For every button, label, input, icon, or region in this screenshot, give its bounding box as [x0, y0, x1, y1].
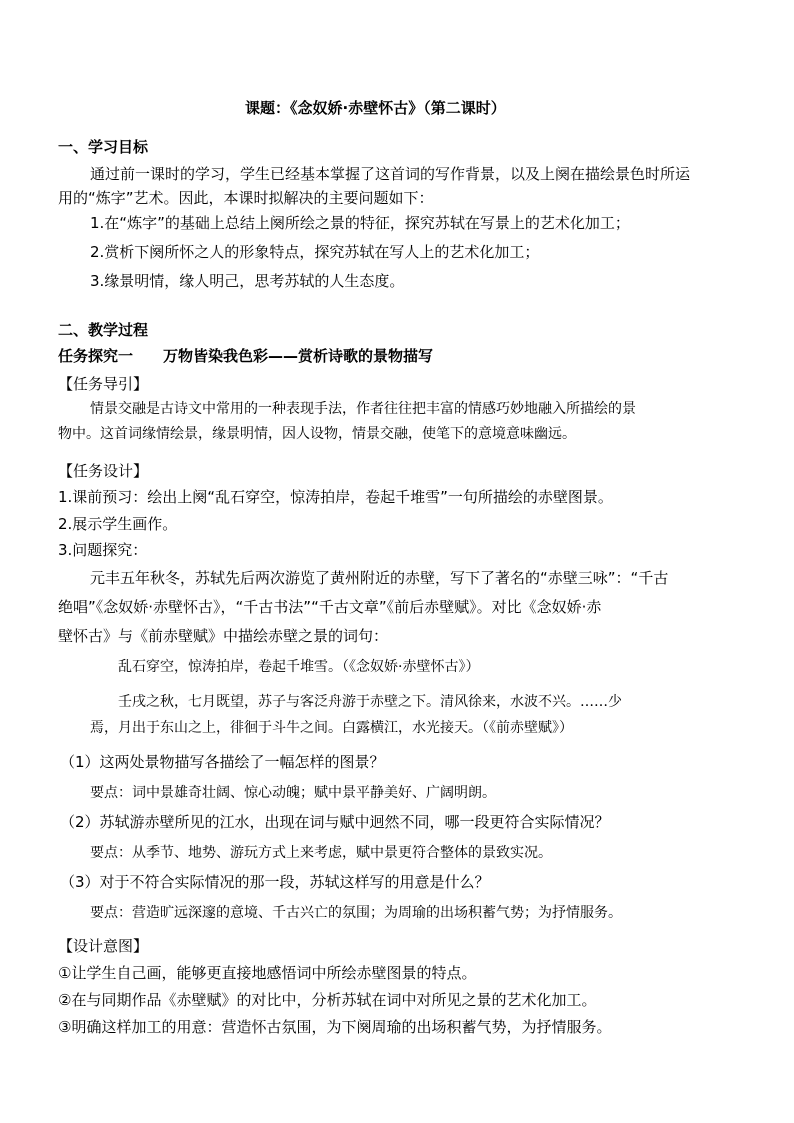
- guide-label: 【任务导引】: [58, 375, 149, 393]
- lesson-title: 课题：《念奴娇·赤壁怀古》（第二课时）: [245, 99, 506, 117]
- design-step: 2.展示学生画作。: [58, 515, 178, 533]
- answer-key: 要点：词中景雄奇壮阔、惊心动魄；赋中景平静美好、广阔明朗。: [90, 785, 496, 801]
- guide-text-line: 情景交融是古诗文中常用的一种表现手法，作者往往把丰富的情感巧妙地融入所描绘的景: [90, 401, 636, 417]
- task-title: 任务探究一 万物皆染我色彩——赏析诗歌的景物描写: [58, 347, 434, 365]
- intent-item: ①让学生自己画，能够更直接地感悟词中所绘赤壁图景的特点。: [58, 964, 477, 982]
- design-paragraph-line: 绝唱”《念奴娇·赤壁怀古》，“千古书法”“千古文章”《前后赤壁赋》。对比《念奴娇·赤: [58, 598, 602, 616]
- goals-intro-line: 用的“炼字”艺术。因此，本课时拟解决的主要问题如下：: [58, 189, 434, 207]
- answer-key: 要点：营造旷远深邃的意境、千古兴亡的氛围；为周瑜的出场积蓄气势；为抒情服务。: [90, 905, 622, 921]
- question: （2）苏轼游赤壁所见的江水，出现在词与赋中迥然不同，哪一段更符合实际情况？: [60, 813, 610, 831]
- design-step: 3.问题探究：: [58, 541, 148, 559]
- goals-intro-line: 通过前一课时的学习，学生已经基本掌握了这首词的写作背景，以及上阕在描绘景色时所运: [90, 165, 691, 183]
- answer-key: 要点：从季节、地势、游玩方式上来考虑，赋中景更符合整体的景致实况。: [90, 845, 552, 861]
- intent-item: ②在与同期作品《赤壁赋》的对比中，分析苏轼在词中对所见之景的艺术化加工。: [58, 991, 597, 1009]
- design-paragraph-line: 壁怀古》与《前赤壁赋》中描绘赤壁之景的词句：: [58, 627, 389, 645]
- design-step: 1.课前预习：绘出上阕“乱石穿空，惊涛拍岸，卷起千堆雪”一句所描绘的赤壁图景。: [58, 488, 613, 506]
- section-heading-goals: 一、学习目标: [58, 138, 149, 156]
- design-label: 【任务设计】: [58, 462, 149, 480]
- quote-line: 焉，月出于东山之上，徘徊于斗牛之间。白露横江，水光接天。（《前赤壁赋》）: [90, 720, 573, 736]
- intent-item: ③明确这样加工的用意：营造怀古氛围，为下阕周瑜的出场积蓄气势，为抒情服务。: [58, 1018, 612, 1036]
- goal-item: 3.缘景明情，缘人明己，思考苏轼的人生态度。: [90, 272, 405, 290]
- quote-line: 乱石穿空，惊涛拍岸，卷起千堆雪。（《念奴娇·赤壁怀古》）: [118, 659, 480, 675]
- question: （3）对于不符合实际情况的那一段，苏轼这样写的用意是什么？: [60, 873, 490, 891]
- quote-line: 壬戌之秋，七月既望，苏子与客泛舟游于赤壁之下。清风徐来，水波不兴。……少: [118, 694, 622, 710]
- goal-item: 1.在“炼字”的基础上总结上阕所绘之景的特征，探究苏轼在写景上的艺术化加工；: [90, 214, 630, 232]
- guide-text-line: 物中。这首词缘情绘景，缘景明情，因人设物，情景交融，使笔下的意境意味幽远。: [58, 426, 576, 442]
- section-heading-process: 二、教学过程: [58, 321, 149, 339]
- question: （1）这两处景物描写各描绘了一幅怎样的图景？: [60, 753, 385, 771]
- intent-label: 【设计意图】: [58, 937, 149, 955]
- design-paragraph-line: 元丰五年秋冬，苏轼先后两次游览了黄州附近的赤壁，写下了著名的“赤壁三咏”：“千古: [90, 569, 669, 587]
- goal-item: 2.赏析下阕所怀之人的形象特点，探究苏轼在写人上的艺术化加工；: [90, 243, 540, 261]
